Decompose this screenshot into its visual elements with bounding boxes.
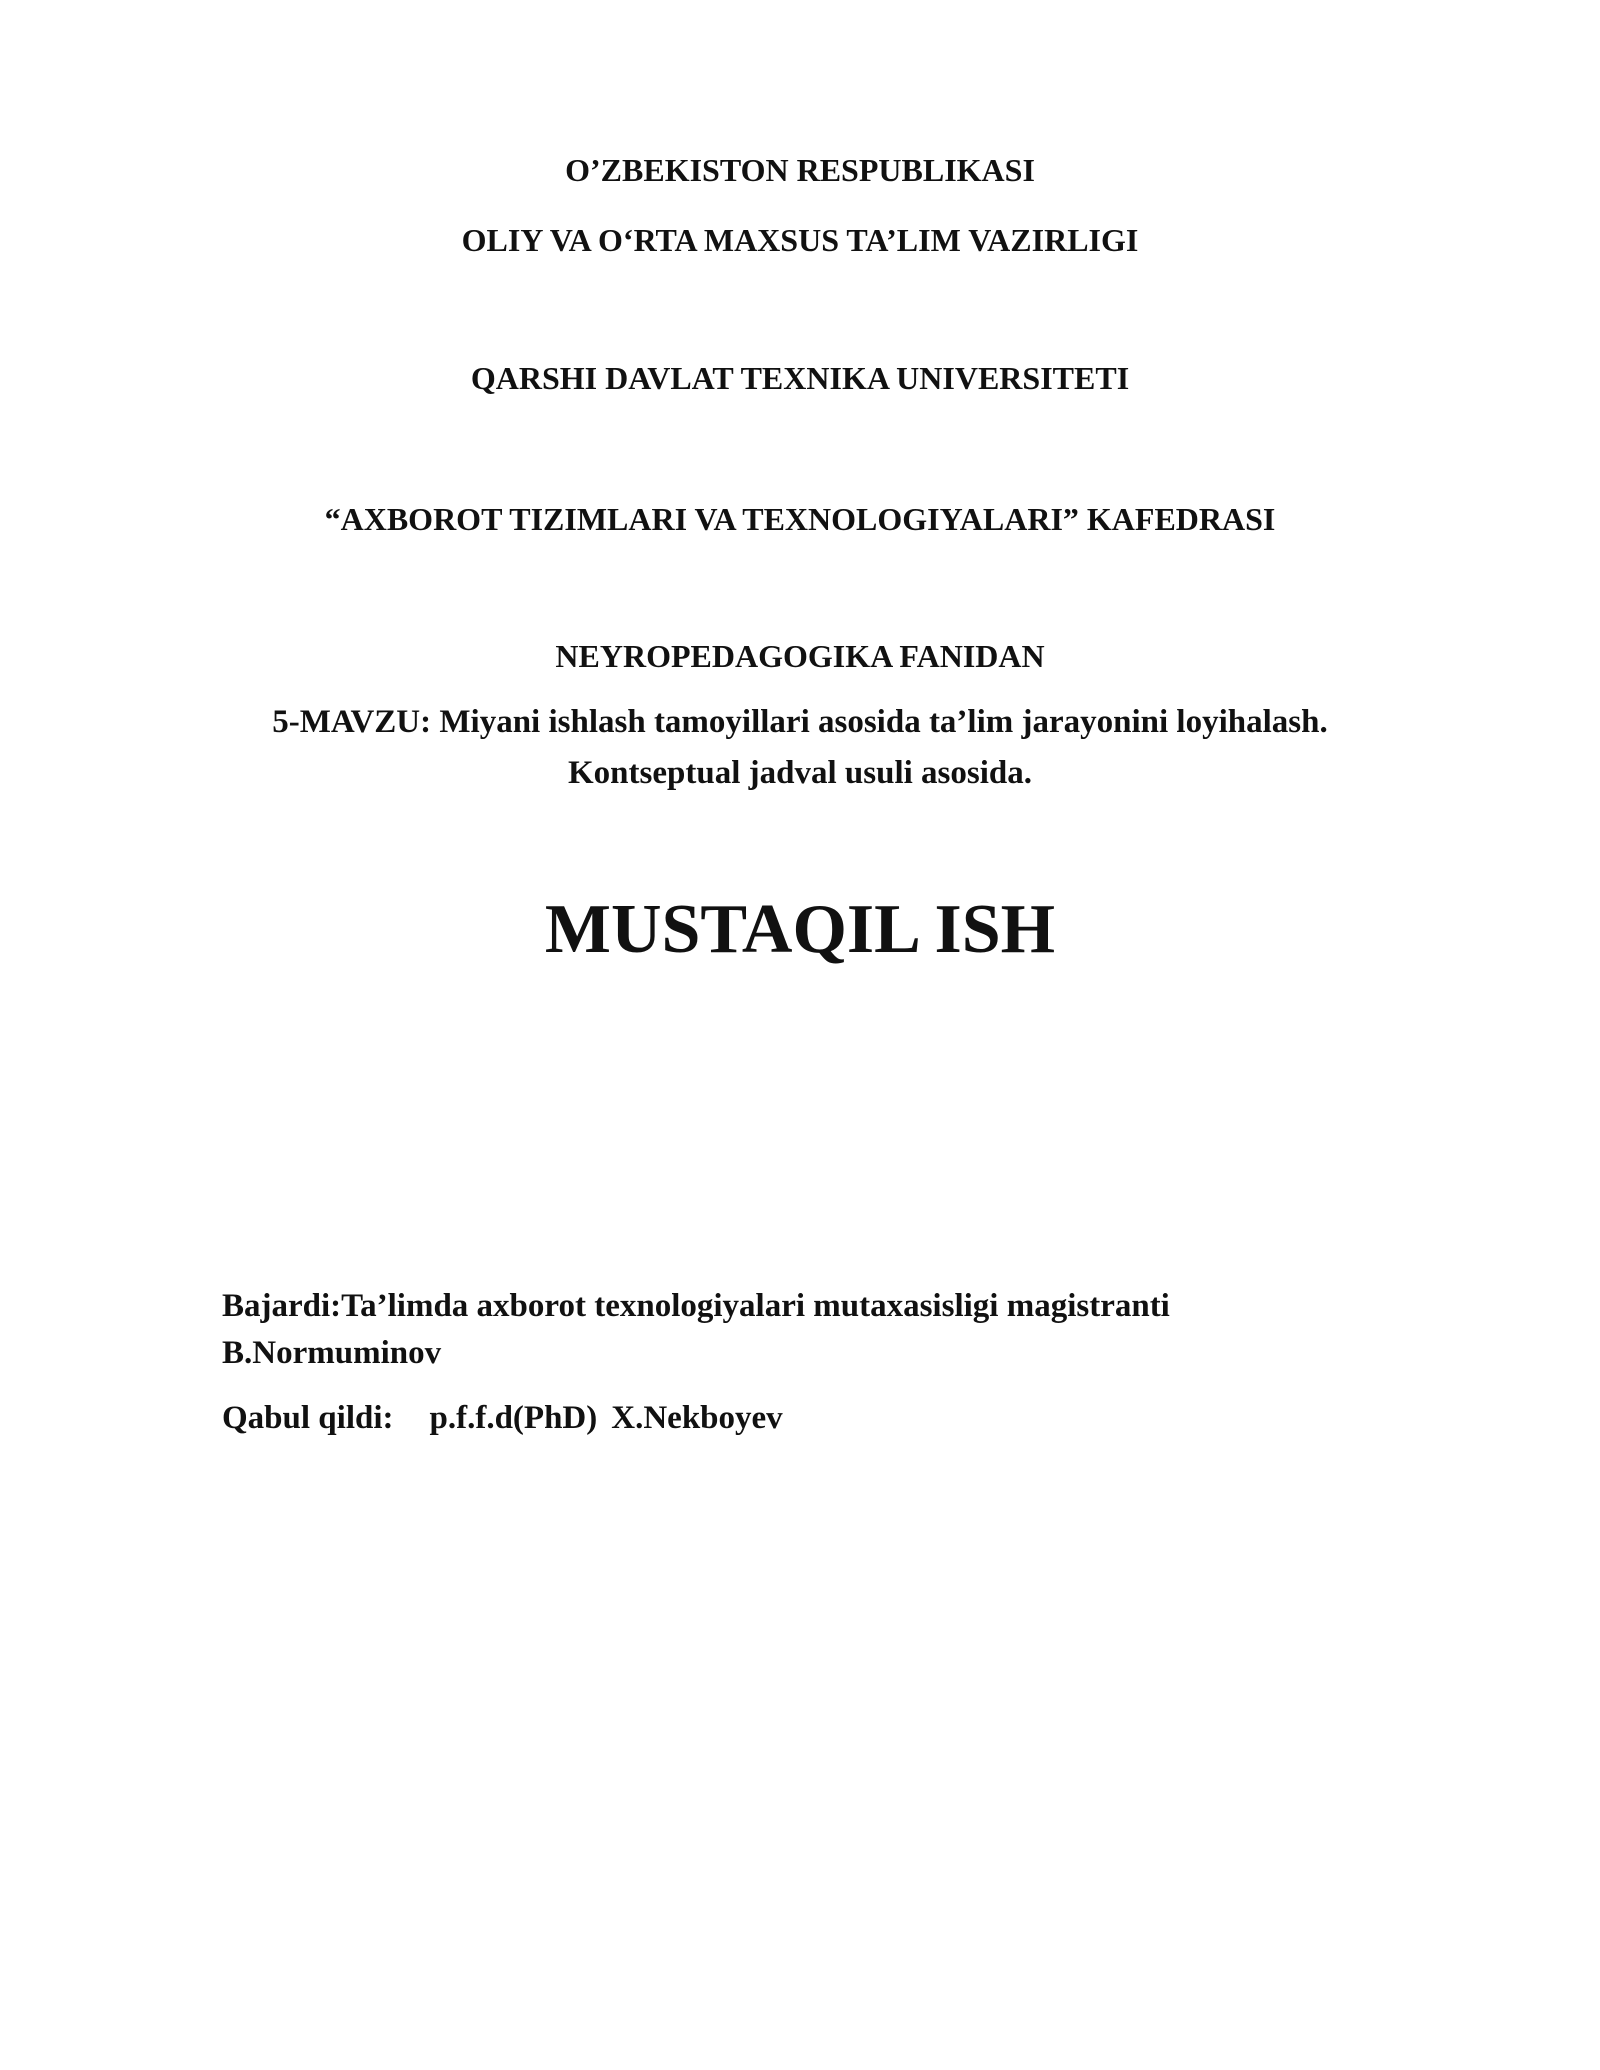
university-heading: QARSHI DAVLAT TEXNIKA UNIVERSITETI [470, 360, 1130, 396]
reviewer-line [222, 1402, 783, 1435]
author-name: B.Normuminov [222, 1335, 442, 1371]
main-title: MUSTAQIL ISH [544, 891, 1056, 968]
reviewer-degree: p.f.f.d(PhD) [429, 1400, 598, 1436]
republic-heading: O’ZBEKISTON RESPUBLIKASI [565, 152, 1035, 188]
topic-line-2: Kontseptual jadval usuli asosida. [568, 755, 1032, 791]
ministry-heading: OLIY VA O‘RTA MAXSUS TA’LIM VAZIRLIGI [461, 222, 1139, 258]
department-heading: “AXBOROT TIZIMLARI VA TEXNOLOGIYALARI” KAFEDRASI [324, 501, 1276, 537]
topic-line-1: 5-MAVZU: Miyani ishlash tamoyillari asosida ta’lim jarayonini loyihalash. [272, 704, 1328, 740]
reviewer-label: Qabul qildi: [222, 1400, 394, 1436]
reviewer-name: X.Nekboyev [611, 1400, 783, 1436]
author-line: Bajardi:Ta’limda axborot texnologiyalari mutaxasisligi magistranti [222, 1288, 1170, 1324]
subject-title: NEYROPEDAGOGIKA FANIDAN [555, 638, 1045, 674]
